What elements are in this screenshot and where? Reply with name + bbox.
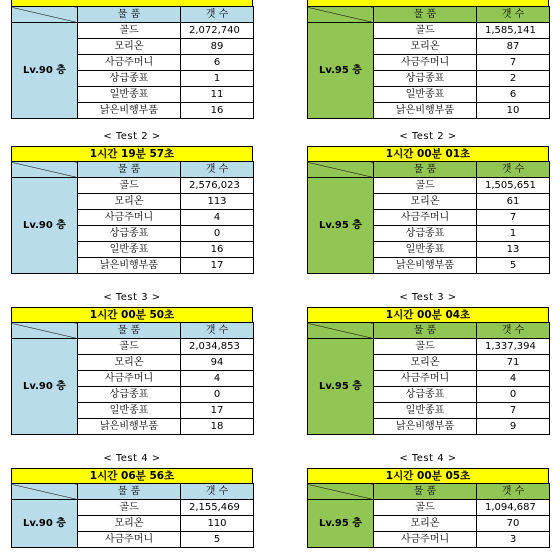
item-name: 사금주머니 <box>78 371 181 387</box>
count-header: 갯 수 <box>477 162 550 178</box>
item-name: 모리온 <box>374 194 477 210</box>
level-label: Lv.90 층 <box>12 23 78 119</box>
test3-label: < Test 3 > <box>399 292 457 303</box>
item-name: 골드 <box>78 500 181 516</box>
item-count: 10 <box>477 103 550 119</box>
item-name: 일반종표 <box>374 403 477 419</box>
count-header: 갯 수 <box>477 323 550 339</box>
item-count: 2,155,469 <box>181 500 254 516</box>
level-label: Lv.90 층 <box>12 500 78 548</box>
count-header: 갯 수 <box>181 7 254 23</box>
item-count: 7 <box>477 210 550 226</box>
item-name: 상급종표 <box>374 71 477 87</box>
item-name: 상급종표 <box>78 226 181 242</box>
item-name: 사금주머니 <box>78 55 181 71</box>
item-name: 낡은비행부품 <box>78 419 181 435</box>
item-count: 3 <box>477 532 550 548</box>
diagonal-corner <box>12 323 78 339</box>
item-count: 1,337,394 <box>477 339 550 355</box>
item-header: 물 품 <box>374 323 477 339</box>
test4-right-time-bar: 1시간 00분 05초 <box>307 468 549 483</box>
test2-right-grid <box>307 161 550 274</box>
item-name: 골드 <box>374 23 477 39</box>
count-header: 갯 수 <box>477 7 550 23</box>
item-count: 6 <box>181 55 254 71</box>
item-count: 1,505,651 <box>477 178 550 194</box>
item-name: 상급종표 <box>78 387 181 403</box>
diagonal-corner <box>12 7 78 23</box>
level-label: Lv.95 층 <box>308 178 374 274</box>
item-count: 110 <box>181 516 254 532</box>
item-header: 물 품 <box>78 162 181 178</box>
count-header: 갯 수 <box>181 484 254 500</box>
item-count: 61 <box>477 194 550 210</box>
test3-right-grid <box>307 322 550 435</box>
item-count: 89 <box>181 39 254 55</box>
item-name: 모리온 <box>78 39 181 55</box>
item-name: 사금주머니 <box>374 532 477 548</box>
item-count: 2,072,740 <box>181 23 254 39</box>
item-name: 모리온 <box>374 516 477 532</box>
item-count: 18 <box>181 419 254 435</box>
diagonal-corner <box>308 162 374 178</box>
item-name: 모리온 <box>374 39 477 55</box>
item-name: 상급종표 <box>78 71 181 87</box>
item-count: 5 <box>181 532 254 548</box>
item-count: 70 <box>477 516 550 532</box>
count-header: 갯 수 <box>477 484 550 500</box>
item-count: 113 <box>181 194 254 210</box>
item-name: 일반종표 <box>78 403 181 419</box>
count-header: 갯 수 <box>181 162 254 178</box>
item-name: 골드 <box>78 178 181 194</box>
test1-right-table <box>307 0 549 119</box>
diagonal-corner <box>12 484 78 500</box>
test3-left-time-bar: 1시간 00분 50초 <box>11 307 253 322</box>
test4-right-table <box>307 468 549 548</box>
item-header: 물 품 <box>78 7 181 23</box>
test2-label: < Test 2 > <box>399 131 457 142</box>
item-header: 물 품 <box>374 162 477 178</box>
item-count: 2,576,023 <box>181 178 254 194</box>
item-count: 6 <box>477 87 550 103</box>
item-count: 0 <box>477 387 550 403</box>
item-name: 상급종표 <box>374 387 477 403</box>
count-header: 갯 수 <box>181 323 254 339</box>
item-count: 1,585,141 <box>477 23 550 39</box>
test2-left-table <box>11 146 253 274</box>
item-name: 모리온 <box>78 355 181 371</box>
item-name: 모리온 <box>374 355 477 371</box>
level-label: Lv.95 층 <box>308 339 374 435</box>
item-header: 물 품 <box>374 7 477 23</box>
item-count: 17 <box>181 403 254 419</box>
test2-right-time-bar: 1시간 00분 01초 <box>307 146 549 161</box>
item-count: 16 <box>181 103 254 119</box>
item-name: 사금주머니 <box>374 210 477 226</box>
item-count: 4 <box>181 371 254 387</box>
test4-right-grid <box>307 483 550 548</box>
item-header: 물 품 <box>78 484 181 500</box>
item-count: 7 <box>477 403 550 419</box>
test4-left-table <box>11 468 253 548</box>
item-name: 상급종표 <box>374 226 477 242</box>
item-name: 모리온 <box>78 194 181 210</box>
test1-right-grid <box>307 6 550 119</box>
test4-label: < Test 4 > <box>103 453 161 464</box>
test2-right-table <box>307 146 549 274</box>
item-count: 7 <box>477 55 550 71</box>
diagonal-corner <box>12 162 78 178</box>
test2-left-grid <box>11 161 254 274</box>
item-name: 골드 <box>374 339 477 355</box>
item-header: 물 품 <box>78 323 181 339</box>
test3-right-time-bar: 1시간 00분 04초 <box>307 307 549 322</box>
test1-left-table <box>11 0 253 119</box>
test3-left-table <box>11 307 253 435</box>
item-count: 11 <box>181 87 254 103</box>
item-name: 일반종표 <box>374 242 477 258</box>
item-name: 낡은비행부품 <box>374 258 477 274</box>
item-count: 4 <box>477 371 550 387</box>
item-name: 일반종표 <box>78 242 181 258</box>
item-count: 1 <box>181 71 254 87</box>
item-count: 1 <box>477 226 550 242</box>
item-count: 71 <box>477 355 550 371</box>
item-count: 9 <box>477 419 550 435</box>
diagonal-corner <box>308 7 374 23</box>
item-count: 94 <box>181 355 254 371</box>
item-name: 일반종표 <box>78 87 181 103</box>
diagonal-corner <box>308 484 374 500</box>
test3-label: < Test 3 > <box>103 292 161 303</box>
item-count: 13 <box>477 242 550 258</box>
item-header: 물 품 <box>374 484 477 500</box>
item-count: 87 <box>477 39 550 55</box>
item-count: 17 <box>181 258 254 274</box>
item-name: 사금주머니 <box>374 371 477 387</box>
item-count: 0 <box>181 226 254 242</box>
item-name: 낡은비행부품 <box>374 419 477 435</box>
item-count: 0 <box>181 387 254 403</box>
item-name: 사금주머니 <box>374 55 477 71</box>
level-label: Lv.95 층 <box>308 23 374 119</box>
test3-right-table <box>307 307 549 435</box>
item-count: 2 <box>477 71 550 87</box>
item-name: 사금주머니 <box>78 532 181 548</box>
item-name: 모리온 <box>78 516 181 532</box>
item-count: 4 <box>181 210 254 226</box>
item-name: 일반종표 <box>374 87 477 103</box>
test2-left-time-bar: 1시간 19분 57초 <box>11 146 253 161</box>
level-label: Lv.90 층 <box>12 178 78 274</box>
diagonal-corner <box>308 323 374 339</box>
item-name: 골드 <box>374 500 477 516</box>
item-name: 낡은비행부품 <box>78 103 181 119</box>
item-name: 골드 <box>78 23 181 39</box>
item-name: 사금주머니 <box>78 210 181 226</box>
item-name: 낡은비행부품 <box>78 258 181 274</box>
item-count: 2,034,853 <box>181 339 254 355</box>
test4-left-time-bar: 1시간 06분 56초 <box>11 468 253 483</box>
item-count: 1,094,687 <box>477 500 550 516</box>
test3-left-grid <box>11 322 254 435</box>
level-label: Lv.95 층 <box>308 500 374 548</box>
item-name: 낡은비행부품 <box>374 103 477 119</box>
item-name: 골드 <box>374 178 477 194</box>
test4-label: < Test 4 > <box>399 453 457 464</box>
item-count: 5 <box>477 258 550 274</box>
item-name: 골드 <box>78 339 181 355</box>
item-count: 16 <box>181 242 254 258</box>
test1-left-grid <box>11 6 254 119</box>
test4-left-grid <box>11 483 254 548</box>
test2-label: < Test 2 > <box>103 131 161 142</box>
level-label: Lv.90 층 <box>12 339 78 435</box>
